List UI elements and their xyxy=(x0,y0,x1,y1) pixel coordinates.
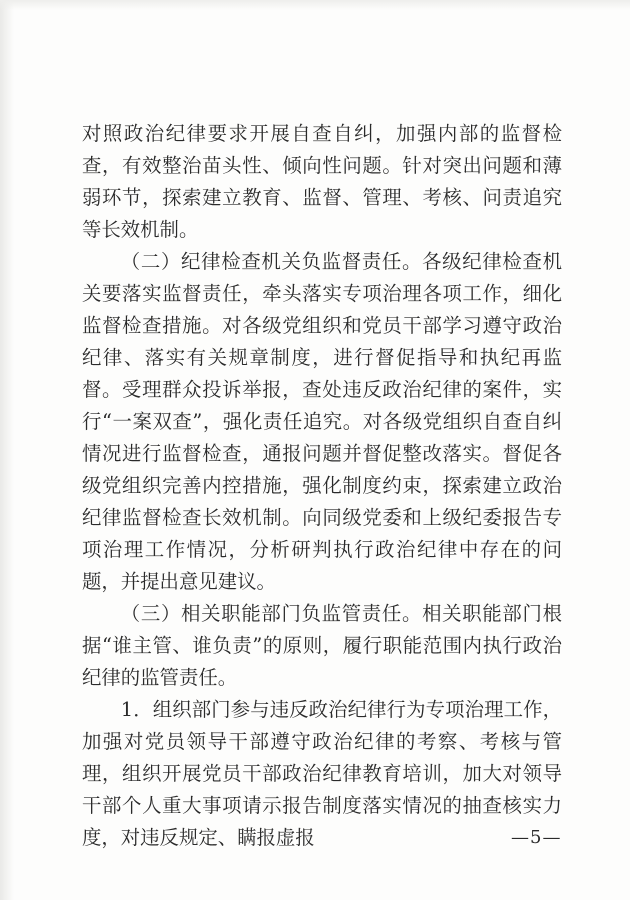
page-number: —5— xyxy=(511,827,562,848)
paragraph-4-organization-department: 1．组织部门参与违反政治纪律行为专项治理工作，加强对党员领导干部遵守政治纪律的考察、考核与管理，组织开展党员干部政治纪律教育培训，加大对领导干部个人重大事项请示报告制度落实情况的抽查核实力度，对违反规定、瞒报虚报 xyxy=(82,698,562,849)
paragraph-1: 对照政治纪律要求开展自查自纠，加强内部的监督检查，有效整治苗头性、倾向性问题。针对突出问题和薄弱环节，探索建立教育、监督、管理、考核、问责追究等长效机制。 xyxy=(82,122,562,241)
scan-edge-top xyxy=(0,0,630,10)
paragraph-2-supervision-duty: （二）纪律检查机关负监督责任。各级纪律检查机关要落实监督责任，牵头落实专项治理各项工作，细化监督检查措施。对各级党组织和党员干部学习遵守政治纪律、落实有关规章制度，进行督促指导和执纪再监督。受理群众投诉举报，查处违反政治纪律的案件，实行“一案双查”，强化责任追究。对各级党组织自查自纠情况进行监督检查，通报问题并督促整改落实。督促各级党组织完善内控措施，强化制度约束，探索建立政治纪律监督检查长效机制。向同级党委和上级纪委报告专项治理工作情况，分析研判执行政治纪律中存在的问题，并提出意见建议。 xyxy=(82,250,562,593)
paragraph-3-regulatory-duty: （三）相关职能部门负监管责任。相关职能部门根据“谁主管、谁负责”的原则，履行职能范围内执行政治纪律的监管责任。 xyxy=(82,602,562,689)
scan-edge xyxy=(0,0,14,900)
body-text xyxy=(82,118,562,854)
